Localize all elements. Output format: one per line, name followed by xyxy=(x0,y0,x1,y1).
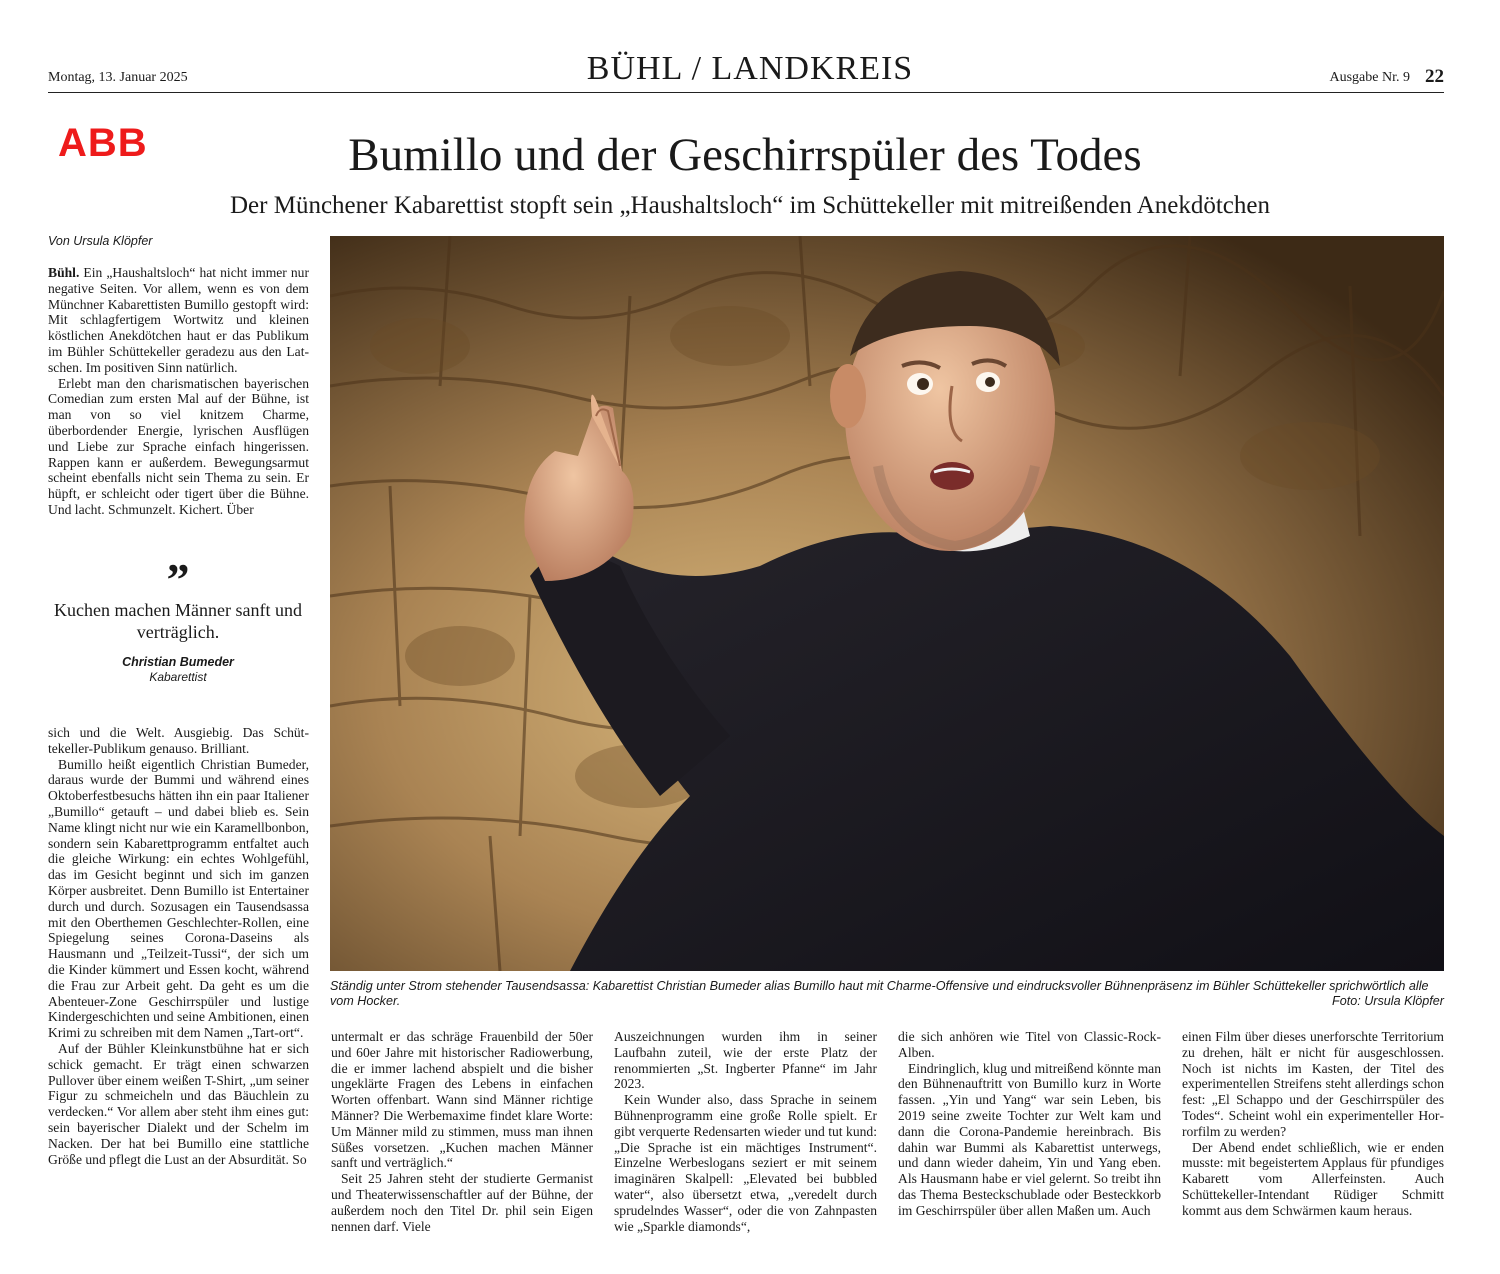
column-3 xyxy=(614,1029,877,1255)
paragraph: Kein Wunder also, dass Sprache in seinem Bühnenprogramm eine große Rolle spielt. Er gibt verquerte Redensarten wieder und tut kund: „Die Sprache ist ein mächtiges Instrument“. Einzelne Werbeslogans seziert er mit seinem imaginären Skalpell: „Elevated bei bubbled water“, also übersetzt etwa, „veredelt durch sprudelndes Wasser“, oder die von Zahnpasten wie „Sparkle diamonds“, xyxy=(614,1092,877,1234)
paragraph: Eindringlich, klug und mitreißend könnte man den Bühnenauftritt von Bumillo kurz in Worte fassen. „Yin und Yang“ war sein Leben, bis 2019 seine zweite Tochter zur Welt kam und dann die Corona-Pandemie hereinbrach. Bis dahin war Bummi als Kabarettist unterwegs, und dann wieder daheim, Yin und Yang eben. Als Hausmann habe er viel gelernt. So treibt ihn das Thema Besteckschublade oder Besteckkorb im Geschirrspüler über allen Maßen um. Auch xyxy=(898,1060,1161,1218)
byline: Von Ursula Klöpfer xyxy=(48,234,153,248)
photo-credit: Foto: Ursula Klöpfer xyxy=(1332,994,1444,1008)
section-title: BÜHL / LANDKREIS xyxy=(586,50,914,87)
article-photo xyxy=(330,236,1444,971)
column-5 xyxy=(1182,1029,1444,1255)
photo-illustration xyxy=(330,236,1444,971)
paragraph: Erlebt man den charismatischen bayerischen Comedian zum ersten Mal auf der Bühne, ist man von so viel knitzem Charme, überbordender Energie, lyrischen Ausflügen und Liebe zur Sprache einfach hingerissen. Rappen kann er außerdem. Bewegungsarmut scheint ebenfalls nicht sein Thema zu sein. Er hüpft, er schleicht oder tigert über die Bühne. Und lacht. Schmunzelt. Kichert. Über xyxy=(48,375,309,517)
paragraph: Der Abend endet schließlich, wie er enden musste: mit begeistertem Applaus für pfundiges Kabarett vom Allerfeinsten. Auch Schüttekeller-Intendant Rüdiger Schmitt kommt aus dem Schwärmen kaum heraus. xyxy=(1182,1139,1444,1218)
column-1-bottom xyxy=(48,725,309,1255)
photo-caption xyxy=(330,979,1444,1009)
column-2 xyxy=(331,1029,593,1255)
paragraph: untermalt er das schräge Frauenbild der 50er und 60er Jahre mit historischer Radiowerbung, die er immer lachend abspielt und die bisher ungeklärte Fragen des Lebens in einfachen Worten offenbart. Wann sind Männer richtige Männer? Die Werbemaxime findet klare Worte: Um Männer mild zu stimmen, muss man ihnen Süßes vorsetzen. „Kuchen machen Männer sanft und verträglich.“ xyxy=(331,1029,593,1171)
quote-author: Christian Bumeder xyxy=(122,655,234,669)
brand-logo: ABB xyxy=(58,121,148,165)
paragraph: Seit 25 Jahren steht der studierte Germanist und Theaterwissenschaftler auf der Bühne, der außerdem noch den Titel Dr. phil sein Eigen nennen darf. Viele xyxy=(331,1171,593,1234)
issue-date: Montag, 13. Januar 2025 xyxy=(48,70,188,85)
pull-quote xyxy=(48,554,308,684)
quote-mark-icon: ” xyxy=(166,554,190,605)
quote-text: Kuchen machen Männer sanft und verträglich. xyxy=(54,600,302,642)
paragraph: einen Film über dieses unerforschte Territorium zu drehen, hält er nicht für ausgeschlossen. Noch ist nichts im Kasten, der Titel des experimentellen Streifens steht allerdings schon fest: „El Schappo und der Geschirrspüler des Todes“. Scheint wohl ein experimenteller Horrorfilm zu werden? xyxy=(1182,1029,1444,1139)
column-1-top xyxy=(48,265,309,553)
paragraph: Auf der Bühler Kleinkunstbühne hat er sich schick gemacht. Er trägt einen schwarzen Pullover über einem weißen T-Shirt, „um seiner Figur zu schmeicheln und das Bäuchlein zu verdecken.“ Vor allem aber steht ihm eines gut: sein bayerischer Dialekt und der Schelm im Nacken. Der hat bei Bumillo eine stattliche Größe und pflegt die Lust an der Absurdität. So xyxy=(48,1040,309,1167)
paragraph: Auszeichnungen wurden ihm in seiner Laufbahn zuteil, wie der erste Platz der renommierten „St. Ingberter Pfanne“ im Jahr 2023. xyxy=(614,1029,877,1092)
dateline: Bühl. xyxy=(48,265,80,280)
subheadline: Der Münchener Kabarettist stopft sein „Haushaltsloch“ im Schüttekeller mit mitreißenden Anekdötchen xyxy=(230,192,1270,219)
page-number: 22 xyxy=(1425,66,1444,87)
paragraph xyxy=(48,265,309,376)
headline: Bumillo und der Geschirrspüler des Todes xyxy=(348,129,1142,181)
column-4 xyxy=(898,1029,1161,1255)
paragraph: Bumillo heißt eigentlich Christian Bumeder, daraus wurde der Bummi und während eines Oktoberfestbesuchs hätten ihn ein paar Italiener „Bumillo“ getauft – und dabei blieb es. Sein Name klingt nicht nur wie ein Karamellbonbon, sondern sein Kabarettprogramm entfaltet auch die gleiche Wirkung: ein echtes Wohlgefühl, das im Gesicht beginnt und sich im ganzen Körper ausbreitet. Denn Bumillo ist Entertainer durch und durch. Sozusagen ein Tausendsassa mit den Oberthemen Geschlechter-Rollen, eine Spiegelung seines Corona-Daseins als Hausmann und „Teilzeit-Tussi“, der sich um die Kinder kümmert und Essen kocht, während die Frau zur Arbeit geht. Da geht es um die Abenteuer-Zone Geschirrspüler und lustige Kindergeschichten und seine Ambitionen, einen Krimi zu schreiben mit dem Namen „Tart-ort“. xyxy=(48,756,309,1041)
paragraph: die sich anhören wie Titel von Classic-Rock-Alben. xyxy=(898,1029,1161,1060)
paragraph: sich und die Welt. Ausgiebig. Das Schüttekeller-Publikum genauso. Brilliant. xyxy=(48,725,309,756)
quote-role: Kabarettist xyxy=(149,670,207,684)
paragraph-text: Ein „Haushaltsloch“ hat nicht immer nur negative Seiten. Vor allem, wenn es von dem Münchner Kabarettisten Bumillo gestopft wird: Mit schlagfertigem Wortwitz und kleinen köstlichen Anekdötchen haut er das Publikum im Bühler Schüttekeller geradezu aus den Latschen. Im positiven Sinn natürlich. xyxy=(48,265,309,375)
issue-number: Ausgabe Nr. 9 xyxy=(1329,70,1410,85)
caption-text: Ständig unter Strom stehender Tausendsassa: Kabarettist Christian Bumeder alias Bumillo haut mit Charme-Offensive und eindrucksvoller Bühnenpräsenz im Bühler Schüttekeller sprichwörtlich alle vom Hocker. xyxy=(330,979,1429,1008)
header-rule xyxy=(48,92,1444,93)
